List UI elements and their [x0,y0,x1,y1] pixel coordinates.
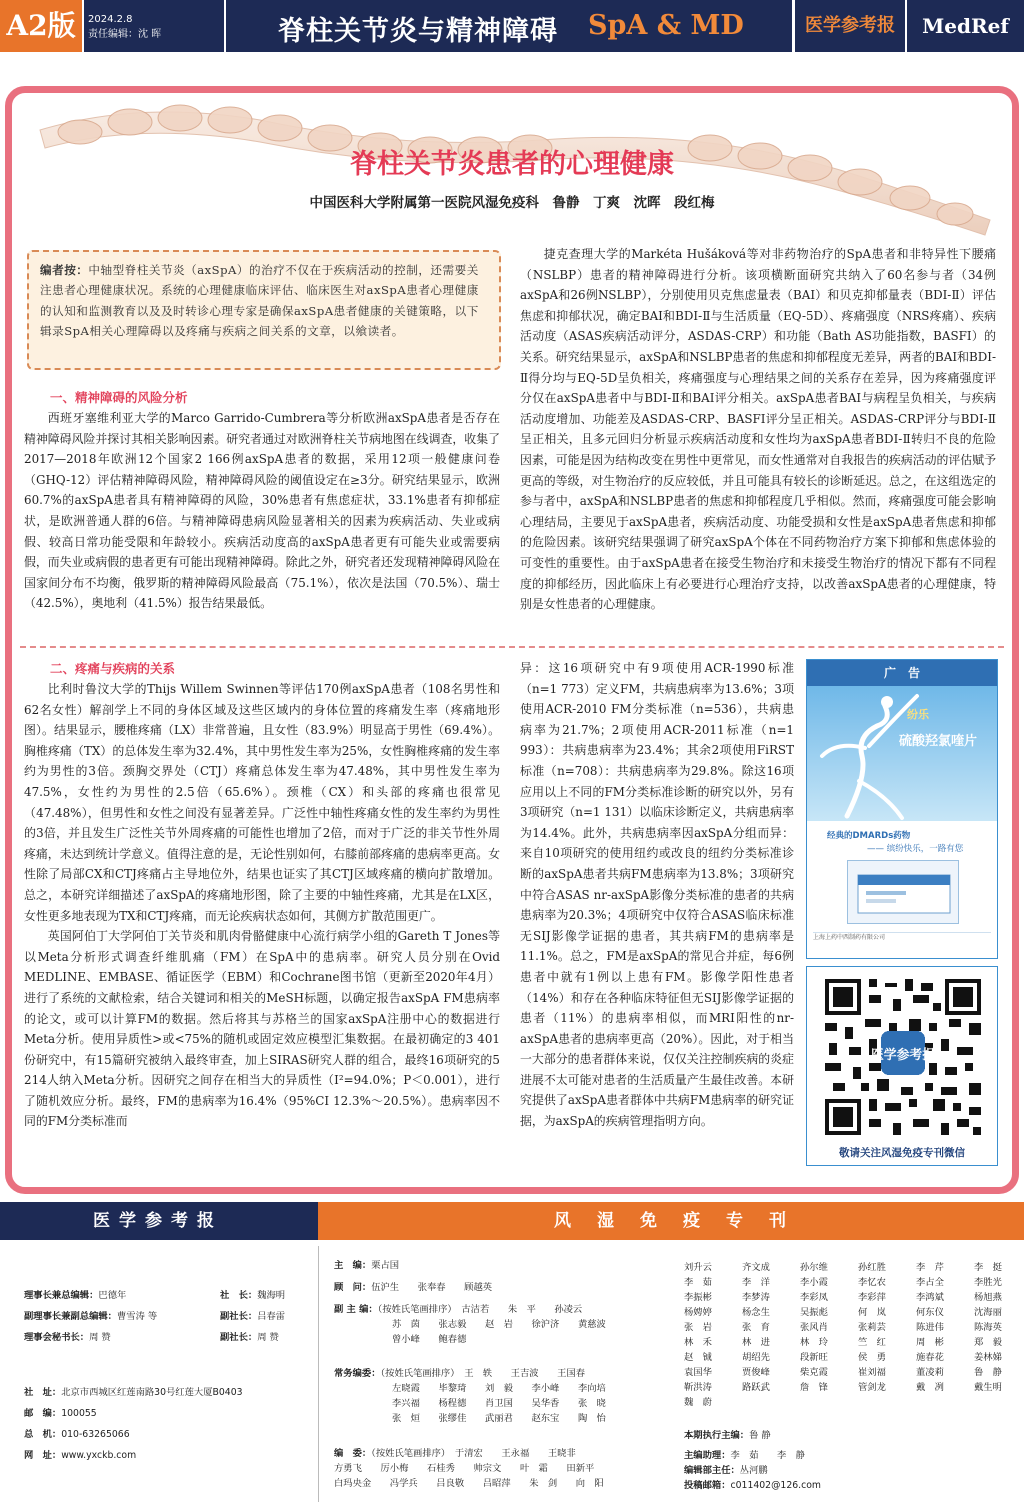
board-name: 李 芹 [916,1262,944,1273]
page-title-en: SpA & MD [588,10,744,41]
board-name: 何东仪 [916,1307,944,1318]
board-members-3: 白玛央金 冯学兵 吕良敬 吕昭萍 朱 剑 向 阳 [334,1478,604,1489]
section-divider [20,646,1004,648]
board-name: 林 禾 [684,1337,712,1348]
board-name: 周 彬 [916,1337,944,1348]
qr-code-icon[interactable] [821,975,985,1139]
board-name: 齐文成 [742,1262,770,1273]
board-name: 袁国华 [684,1367,712,1378]
ad-tagline-2: —— 缤纷快乐，一路有您 [867,844,964,854]
editor-note [27,250,501,370]
board-name: 杨旭燕 [974,1292,1002,1303]
deputy-editors-3: 曾小峰 鲍春德 [392,1334,467,1345]
masthead [0,0,1024,52]
right-top-paragraph: 捷克查理大学的Markéta Hušáková等对非药物治疗的SpA患者和非特异性下腰痛（NSLBP）患者的精神障碍进行分析。该项横断面研究共纳入了60名参与者（34例axSpA和26例NSLBP），分别使用贝克焦虑量表（BAI）和贝克抑郁量表（BDI-Ⅱ）评估焦虑和抑郁状况，确定BAI和BDI-Ⅱ与生活质量（EQ-5D）、疼痛强度（NRS疼痛）、疾病活动度（ASAS疾病活动评分，ASDAS-CRP）和功能（Bath AS功能指数，BASFI）的关系。研究结果显示，axSpA和NSLBP患者的焦虑和抑郁程度无差异，两者的BAI和BDI-Ⅱ得分均与EQ-5D呈负相关，疼痛强度与心理结果之间的关系存在差异，因为疼痛强度评分仅在axSpA患者中与BDI-Ⅱ和BAI评分相关。axSpA患者BAI与病程呈负相关，与疾病活动度增加、功能差及ASDAS-CRP、BASFI评分呈正相关。ASDAS-CRP评分与BDI-Ⅱ呈正相关，且多元回归分析显示疾病活动度和女性均为axSpA患者BDI-Ⅱ转归不良的危险因素，可能是因为结构改变在男性中更常见，而女性通常对自我报告的疾病活动的评估赋予更高的等级，对生物治疗的反应较低，并且可能具有较长的诊断延迟。总之，在这组选定的参与者中，axSpA和NSLBP患者的焦虑和抑郁程度几乎相似。然而，疼痛强度可能会影响心理结局，主要见于axSpA患者，疾病活动度、功能受损和女性是axSpA患者焦虑和抑郁的危险因素。该研究结果强调了研究axSpA个体在不同药物治疗方案下抑郁和焦虑体验的可变性的重要性。由于axSpA患者在接受生物治疗和未接受生物治疗的情况下都有不同程度的抑郁经历，因此临床上有必要进行心理治疗支持，以改善axSpA患者的心理健康，特别是女性患者的心理健康。 [520,247,996,612]
advertisement[interactable] [806,659,998,959]
footer-divider [318,1246,319,1502]
board-members-2: 方勇飞 厉小梅 石桂秀 帅宗文 叶 霜 田新平 [334,1463,595,1474]
issue-meta [84,0,224,52]
staff-5: 理事会秘书长：周 赞 [24,1332,111,1343]
board-name: 杨念生 [742,1307,770,1318]
board-name: 李振彬 [684,1292,712,1303]
advisors: 顾 问：伍沪生 张奉春 顾越英 [334,1282,493,1293]
right-column-top [520,244,996,615]
editor-note-lead: 编者按： [40,263,89,277]
ad-hero [807,686,997,821]
editor-assistant: 主编助理：李 茹 李 静 [684,1450,805,1461]
section2-paragraph-3: 异：这16项研究中有9项使用ACR-1990标准（n=1 773）定义FM，共病患病率为13.6%；3项使用ACR-2010 FM分类标准（n=536），共病患病率为21.7%；2项使用ACR-2011标准（n=1 993）：共病患病率为23.4%；其余2项使用FiRST标准（n=708）：共病患病率为29.8%。除这16项应用以上不同的FM分类标准诊断的研究以外，另有3项研究（n=1 131）以临床诊断定义，共病患病率为14.4%。此外，共病患病率因axSpA分组而异：来自10项研究的使用纽约或改良的纽约分类标准诊断的axSpA患者共病FM患病率为13.8%；3项研究中符合ASAS nr-axSpA影像分类标准的患者的共病患病率为20.3%；4项研究中仅符合ASAS临床标准无SIJ影像学证据的患者，其共病FM的患病率是11.1%。总之，FM是axSpA的常见合并症，每6例患者中就有1例以上患有FM。影像学阳性患者（14%）和存在各种临床特征但无SIJ影像学证据的患者（11%）的患病率相似，而MRI阳性的nr-axSpA患者的患病率更高（20%）。因此，对于相当一大部分的患者群体来说，仅仅关注控制疾病的炎症进展不太可能对患者的生活质量产生最佳改善。本研究提供了axSpA患者群体中共病FM患病率的研究证据，为axSpA的疾病管理指明方向。 [520,661,794,1129]
board-name: 竺 红 [858,1337,886,1348]
contact-postcode: 邮 编：100055 [24,1408,97,1419]
pill-box-icon [848,861,960,925]
issue-editor: 责任编辑：沈 晖 [88,29,162,40]
staff-1: 理事长兼总编辑：巴德年 [24,1290,127,1301]
section1-heading: 一、精神障碍的风险分析 [50,390,188,405]
board-name: 张 岩 [684,1322,712,1333]
issue-date: 2024.2.8 [88,14,133,25]
executive-editor: 本期执行主编：鲁 静 [684,1430,771,1441]
contact-website[interactable]: 网 址：www.yxckb.com [24,1450,137,1461]
ad-brand: 纷乐 [907,708,929,721]
board-name: 李彩凤 [800,1292,828,1303]
board-name: 柴克霞 [800,1367,828,1378]
board-name: 李彩萍 [858,1292,886,1303]
dancer-icon [807,686,997,821]
section1-body [24,408,500,614]
board-name: 吴振彪 [800,1307,828,1318]
ad-label: 广 告 [807,660,997,686]
board-name: 贾俊峰 [742,1367,770,1378]
submission-email[interactable]: 投稿邮箱：c011402@126.com [684,1480,821,1491]
board-name: 李 茹 [684,1277,712,1288]
deputy-editors: 副 主 编：（按姓氏笔画排序） 古洁若 朱 平 孙凌云 [334,1304,583,1315]
staff-3: 副理事长兼副总编辑：曹雪涛 等 [24,1311,158,1322]
board-name: 李占全 [916,1277,944,1288]
section2-heading: 二、疼痛与疾病的关系 [50,661,176,676]
drug-box-image [847,860,959,924]
board-name: 郑 毅 [974,1337,1002,1348]
board-name: 魏 蔚 [684,1397,712,1408]
board-name: 杨娉婷 [684,1307,712,1318]
editor-note-text: 中轴型脊柱关节炎（axSpA）的治疗不仅在于疾病活动的控制，还需要关注患者心理健康状况。系统的心理健康临床评估、临床医生对axSpA患者心理健康的认知和监测教育以及及时转诊心理专家是确保axSpA患者健康的关键策略，以下辑录SpA相关心理障碍以及疼痛与疾病之间关系的文章，以飨读者。 [40,263,479,339]
ad-tagline: 经典的DMARDs药物 [827,831,911,841]
chief-editor: 主 编：栗占国 [334,1260,400,1271]
contact-address: 社 址：北京市西城区红莲南路30号红莲大厦B0403 [24,1387,243,1398]
board-name: 张莉芸 [858,1322,886,1333]
section2-right-body [520,658,794,1132]
board-name: 崔刘福 [858,1367,886,1378]
board-name: 管剑龙 [858,1382,886,1393]
footer-column-name: 风湿免疫专刊 [318,1202,1024,1240]
board-name: 何 岚 [858,1307,886,1318]
board-name: 张风肖 [800,1322,828,1333]
board-name: 赵 铖 [684,1352,712,1363]
ad-drug-name: 硫酸羟氯喹片 [899,734,978,749]
section2-paragraph-1: 比利时鲁汶大学的Thijs Willem Swinnen等评估170例axSpA患者（108名男性和62名女性）解剖学上不同的身体区域及这些区域内的身体位置的疼痛发生率（疼痛地形图）。结果显示，腰椎疼痛（LX）非常普遍，且女性（83.9%）明显高于男性（69.4%）。胸椎疼痛（TX）的总体发生率为32.4%，其中男性发生率为25%，女性胸椎疼痛的发生率约为男性的3倍。颈胸交界处（CTJ）疼痛总体发生率为47.48%，其中男性发生率为47.5%，女性约为男性的2.5倍（65.6%）。颈椎（CX）和头部的疼痛也很常见（47.48%），但男性和女性之间没有显著差异。广泛性中轴性疼痛女性的发生率约为男性的3倍，并且发生广泛性关节外周疼痛的可能性也增加了2倍，而对于广泛的非关节性外周疼痛，未达到统计学意义。值得注意的是，无论性别如何，右膝前部疼痛的患病率更高。女性除了局部CX和CTJ疼痛占主导地位外，结果也证实了其CTJ区域疼痛的横向扩散增加。总之，本研究详细描述了axSpA的疼痛地形图，除了主要的中轴性疼痛，尤其是在LX区，女性更多地表现为TX和CTJ疼痛，而无论疾病状态如何，其侧方扩散范围更广。 [24,682,500,923]
contact-phone: 总 机：010-63265066 [24,1429,130,1440]
board-name: 詹 锋 [800,1382,828,1393]
staff-4: 副社长：吕春雷 [220,1311,286,1322]
board-name: 李胜光 [974,1277,1002,1288]
section2-paragraph-2: 英国阿伯丁大学阿伯丁关节炎和肌肉骨骼健康中心流行病学小组的Gareth T Jones等以Meta分析形式调查纤维肌痛（FM）在SpA中的患病率。研究人员分别在Ovid MEDLINE、EMBASE、循证医学（EBM）和Cochrane图书馆（更新至2020年4月）进行了系统的文献检索，结合关键词和相关的MeSH标题，以确定报告axSpA FM患病率的论文，或可以计算FM的数据。然后将其与苏格兰的国家axSpA注册中心的数据进行Meta分析。使用异质性>或<75%的随机或固定效应模型汇集数据。在最初确定的3 401份研究中，有15篇研究被纳入最终审查，加上SIRAS研究人群的组合，最终16项研究的5 214人纳入Meta分析。因研究之间存在相当大的异质性（I²=94.0%；P＜0.001），进行了随机效应分析。最终，FM的患病率为16.4%（95%CI 12.3%～20.5%）。患病率因不同的FM分类标准而 [24,929,500,1129]
board-name: 李忆农 [858,1277,886,1288]
board-name: 李 洋 [742,1277,770,1288]
department-head: 编辑部主任：丛河鹏 [684,1465,768,1476]
staff-6: 副社长：周 赞 [220,1332,279,1343]
standing-editors-2: 左晓霞 毕黎琦 刘 毅 李小峰 李向培 [392,1383,606,1394]
board-name: 戴 冽 [916,1382,944,1393]
footer-newspaper-name: 医学参考报 [0,1202,318,1240]
board-name: 刘升云 [684,1262,712,1273]
page-title-cn: 脊柱关节炎与精神障碍 [278,16,558,47]
board-name: 张 育 [742,1322,770,1333]
qr-code-panel[interactable] [806,966,998,1166]
brand-en: MedRef [907,0,1024,52]
qr-caption: 敬请关注风湿免疫专刊微信 [839,1147,965,1159]
board-name: 沈海丽 [974,1307,1002,1318]
board-name: 李梦涛 [742,1292,770,1303]
board-name: 董凌莉 [916,1367,944,1378]
board-name: 鲁 静 [974,1367,1002,1378]
board-name: 胡绍先 [742,1352,770,1363]
article-title: 脊柱关节炎患者的心理健康 [350,149,674,180]
article-authors: 中国医科大学附属第一医院风湿免疫科 鲁静 丁爽 沈晖 段红梅 [309,195,715,211]
board-name: 孙尔维 [800,1262,828,1273]
section2-left-body [24,679,500,1132]
brand-cn: 医学参考报 [795,0,905,52]
board-name: 李 挺 [974,1262,1002,1273]
section1-paragraph: 西班牙塞维利亚大学的Marco Garrido-Cumbrera等分析欧洲axSpA患者是否存在精神障碍风险并探讨其相关影响因素。研究者通过对欧洲脊柱关节病地图在线调查，收集了2017—2018年欧洲12个国家2 166例axSpA患者的数据，采用12项一般健康问卷（GHQ-12）评估精神障碍风险，精神障碍风险的阈值设定在≥3分。研究结果显示，欧洲60.7%的axSpA患者具有精神障碍的风险，30%患者有焦虑症状，33.1%患者有抑郁症状，是欧洲普通人群的6倍。与精神障碍患病风险显著相关的因素为疾病活动、失业或病假、较高日常功能受限和年龄较小。疾病活动度高的axSpA患者更有可能失业或需要病假，而失业或病假的患者更有可能出现精神障碍。除此之外，研究者还发现精神障碍风险在国家间分布不均衡，俄罗斯的精神障碍风险最高（75.1%），依次是法国（70.5%）、瑞士（42.5%），奥地利（41.5%）报告结果最低。 [24,411,500,611]
board-name: 林 进 [742,1337,770,1348]
board-name: 孙红胜 [858,1262,886,1273]
board-name: 陈海英 [974,1322,1002,1333]
board-name: 施春花 [916,1352,944,1363]
board-name: 李鸿斌 [916,1292,944,1303]
board-name: 戴生明 [974,1382,1002,1393]
deputy-editors-2: 苏 茵 张志毅 赵 岩 徐沪济 黄慈波 [392,1319,606,1330]
board-name: 侯 勇 [858,1352,886,1363]
standing-editors: 常务编委：（按姓氏笔画排序） 王 轶 王吉波 王国春 [334,1368,586,1379]
board-members: 编 委：（按姓氏笔画排序） 于清宏 王永福 王晓非 [334,1448,576,1459]
qr-badge: 医学参考报 [871,1048,935,1063]
standing-editors-4: 张 烜 张缪佳 武丽君 赵东宝 陶 怡 [392,1413,606,1424]
standing-editors-3: 李兴福 杨程德 肖卫国 吴华香 张 晓 [392,1398,606,1409]
board-name: 路跃武 [742,1382,770,1393]
ad-fine-print: 上海上药中西制药有限公司 [813,932,991,954]
page-title [226,0,792,52]
staff-2: 社 长：魏海明 [220,1290,286,1301]
board-name: 林 玲 [800,1337,828,1348]
board-name: 陈进伟 [916,1322,944,1333]
board-name: 段新旺 [800,1352,828,1363]
board-name: 李小霞 [800,1277,828,1288]
board-name: 姜林娣 [974,1352,1002,1363]
board-name: 靳洪涛 [684,1382,712,1393]
edition-label: A2版 [0,0,82,52]
